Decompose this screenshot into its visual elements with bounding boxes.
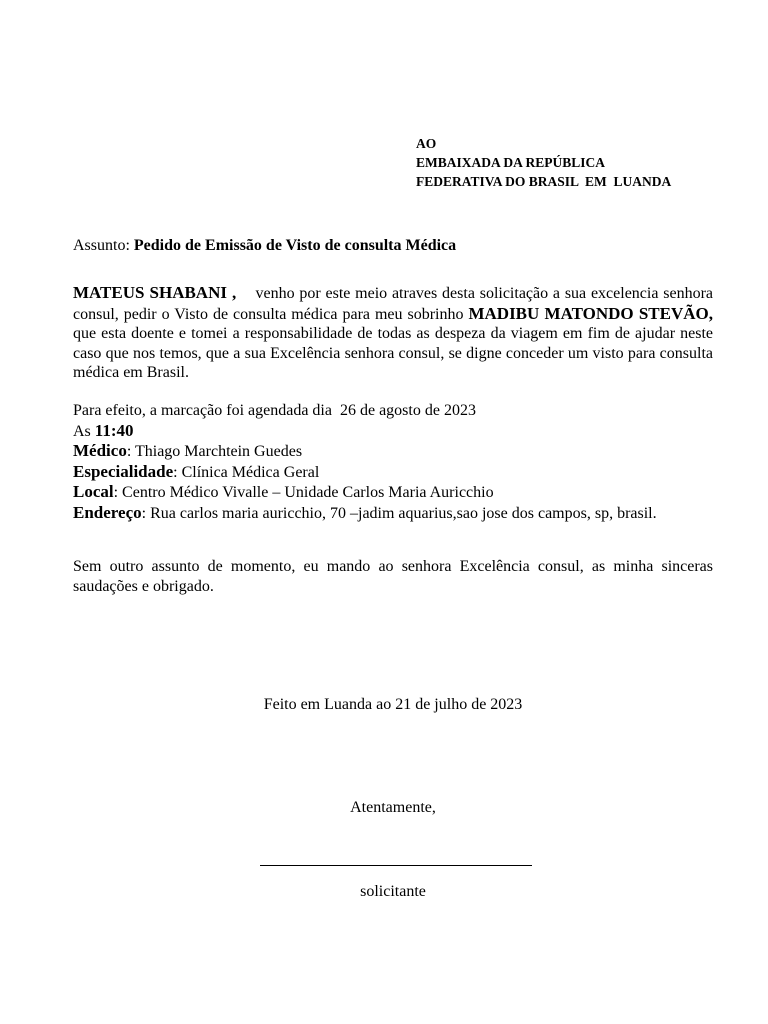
recipient-block [416, 134, 671, 191]
address-value: : Rua carlos maria auricchio, 70 –jadim aquarius,sao jose dos campos, sp, brasil. [141, 504, 657, 522]
subject-label: Assunto: [73, 237, 134, 254]
doctor-label: Médico [73, 441, 127, 460]
signer-label: solicitante [360, 883, 426, 900]
address-row [73, 503, 713, 524]
request-text-part-1: venho por este meio atraves desta solicitação a sua excelencia senhora consul, pedir o Visto de consulta médica para meu sobrinho [73, 285, 718, 323]
doctor-value: : Thiago Marchtein Guedes [126, 443, 303, 460]
recipient-line-1: AO [416, 136, 437, 151]
closing-paragraph: Sem outro assunto de momento, eu mando ao senhora Excelência consul, as minha sinceras saudações e obrigado. [73, 558, 713, 595]
time-prefix: As [73, 422, 95, 440]
appointment-details [73, 401, 713, 523]
specialty-label: Especialidade [73, 461, 174, 481]
request-text-part-2: que esta doente e tomei a responsabilidade de todas as despeza da viagem em fim de ajudar neste caso que nos temos, que a sua Excelência senhora consul, se digne conceder um visto para consulta médica em Brasil. [73, 305, 721, 381]
subject-text: Pedido de Emissão de Visto de consulta Médica [133, 237, 457, 254]
place-and-date: Feito em Luanda ao 21 de julho de 2023 [263, 696, 523, 713]
doctor-row [73, 441, 713, 462]
appointment-time: 11:40 [94, 420, 134, 440]
appointment-time-row [73, 421, 713, 442]
specialty-row [73, 462, 713, 483]
recipient-line-3: FEDERATIVA DO BRASIL EM LUANDA [416, 174, 672, 189]
location-row [73, 482, 713, 503]
specialty-value: : Clínica Médica Geral [173, 463, 320, 481]
nephew-name: MADIBU MATONDO STEVÃO, [468, 303, 713, 323]
request-paragraph [73, 283, 721, 383]
location-label: Local [73, 482, 114, 501]
subject-line [73, 235, 456, 257]
location-value: : Centro Médico Vivalle – Unidade Carlos Maria Auricchio [113, 484, 494, 501]
recipient-line-2: EMBAIXADA DA REPÚBLICA [416, 155, 606, 170]
address-label: Endereço [73, 502, 142, 522]
closing-salutation: Atentamente, [350, 799, 436, 816]
appointment-intro: Para efeito, a marcação foi agendada dia 26 de agosto de 2023 [73, 402, 476, 419]
signature-line [260, 865, 532, 866]
applicant-name: MATEUS SHABANI , [73, 283, 237, 302]
